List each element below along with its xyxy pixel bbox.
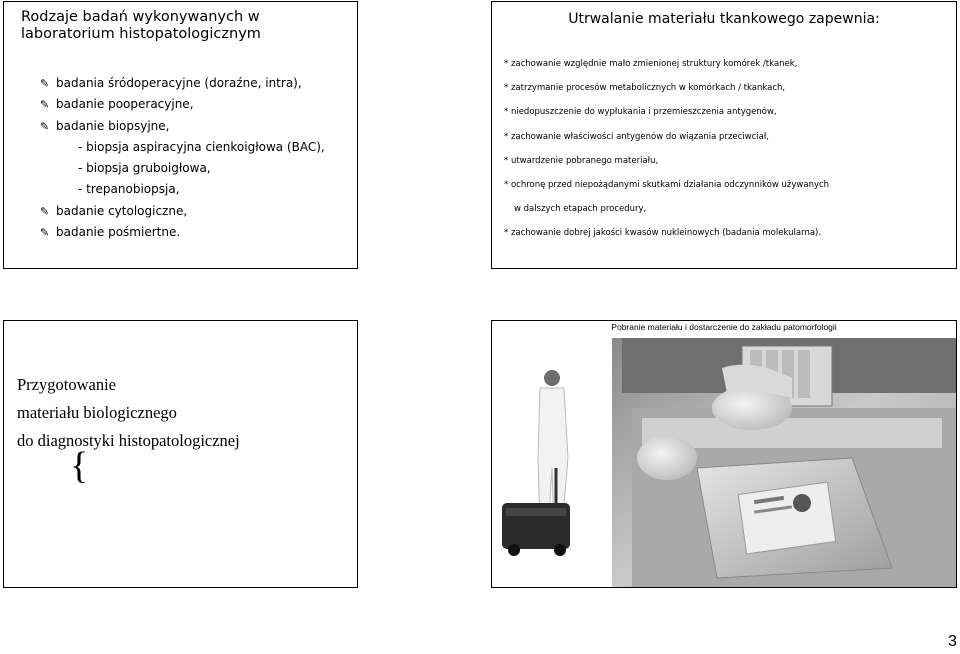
- list-subitem: - biopsja gruboigłowa,: [78, 161, 211, 176]
- list-item: ✎ badanie pooperacyjne,: [40, 94, 325, 115]
- slide-caption: Pobranie materiału i dostarczenie do zakładu patomorfologii: [611, 322, 837, 332]
- list-item: * zachowanie dobrej jakości kwasów nukleinowych (badania molekularna).: [504, 228, 822, 239]
- list-item: * zachowanie właściwości antygenów do wiązania przeciwciał,: [504, 131, 769, 142]
- slide-title: Utrwalanie materiału tkankowego zapewnia:: [568, 11, 880, 27]
- list-item: * zachowanie względnie mało zmienionej struktury komórek /tkanek,: [504, 59, 798, 69]
- list-item: * niedopuszczenie do wypłukania i przemieszczenia antygenów,: [504, 107, 777, 118]
- list-subitem: - trepanobiopsja,: [78, 182, 180, 197]
- list-item: ✎ badanie pośmiertne.: [40, 222, 325, 243]
- list-subitem: - biopsja aspiracyjna cienkoigłowa (BAC),: [78, 139, 325, 154]
- slide-types-of-tests: [3, 1, 358, 269]
- list-item: * zatrzymanie procesów metabolicznych w komórkach / tkankach,: [504, 83, 786, 94]
- list-item: * utwardzenie pobranego materiału,: [504, 155, 659, 166]
- fixation-list: [504, 52, 954, 246]
- curly-brace: {: [70, 445, 89, 487]
- test-types-list: [40, 73, 325, 243]
- list-item: * ochronę przed niepożądanymi skutkami działania odczynników używanych: [504, 180, 830, 191]
- slide-title: Rodzaje badań wykonywanych w laboratorium histopatologicznym: [21, 9, 261, 42]
- slide-sample-collection: [491, 320, 957, 588]
- list-item: w dalszych etapach procedury,: [514, 204, 647, 215]
- heading-line: do diagnostyki histopatologicznej: [17, 431, 240, 450]
- pencil-bullet-icon: ✎: [40, 226, 50, 240]
- pencil-bullet-icon: ✎: [40, 77, 50, 90]
- pencil-bullet-icon: ✎: [40, 119, 50, 133]
- pencil-bullet-icon: ✎: [40, 98, 50, 112]
- list-item: ✎ badanie cytologiczne,: [40, 201, 325, 222]
- list-item: ✎ badania śródoperacyjne (doraźne, intra),: [40, 73, 325, 94]
- slide-preparation: [3, 320, 358, 588]
- list-item: ✎ badanie biopsyjne,: [40, 116, 325, 137]
- heading-line: materiału biologicznego: [17, 403, 177, 422]
- lab-photo: [492, 338, 956, 587]
- heading-line: Przygotowanie: [17, 375, 116, 394]
- lab-photo-illustration: [492, 338, 956, 587]
- page-number: 3: [948, 633, 957, 650]
- slide-fixation: [491, 1, 957, 269]
- pencil-bullet-icon: ✎: [40, 204, 50, 218]
- slide-heading: [17, 371, 240, 455]
